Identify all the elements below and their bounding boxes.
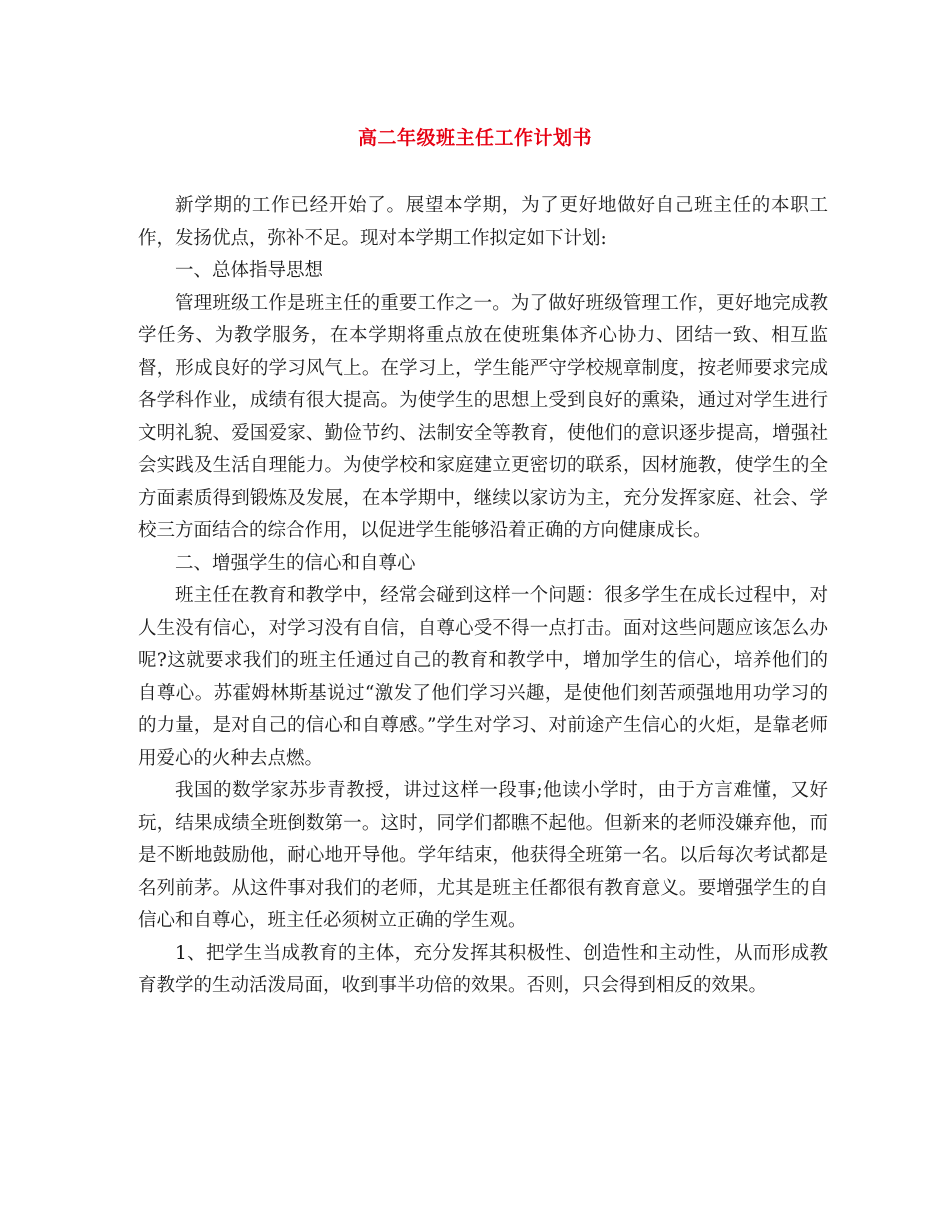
document-body [138,190,828,1003]
section-heading-1: 一、总体指导思想 [175,260,324,281]
paragraph-story: 我国的数学家苏步青教授，讲过这样一段事;他读小学时，由于方言难懂，又好玩，结果成绩全班倒数第一。这时，同学们都瞧不起他。但新来的老师没嫌弃他，而是不断地鼓励他，耐心地开导他。学年结束，他获得全班第一名。以后每次考试都是名列前茅。从这件事对我们的老师，尤其是班主任都很有教育意义。要增强学生的自信心和自尊心，班主任必须树立正确的学生观。 [138,780,828,931]
paragraph-intro: 新学期的工作已经开始了。展望本学期，为了更好地做好自己班主任的本职工作，发扬优点，弥补不足。现对本学期工作拟定如下计划: [138,195,828,249]
paragraph-guidance: 管理班级工作是班主任的重要工作之一。为了做好班级管理工作，更好地完成教学任务、为教学服务，在本学期将重点放在使班集体齐心协力、团结一致、相互监督，形成良好的学习风气上。在学习上，学生能严守学校规章制度，按老师要求完成各学科作业，成绩有很大提高。为使学生的思想上受到良好的熏染，通过对学生进行文明礼貌、爱国爱家、勤俭节约、法制安全等教育，使他们的意识逐步提高，增强社会实践及生活自理能力。为使学校和家庭建立更密切的联系，因材施教，使学生的全方面素质得到锻炼及发展，在本学期中，继续以家访为主，充分发挥家庭、社会、学校三方面结合的综合作用，以促进学生能够沿着正确的方向健康成长。 [138,292,828,541]
document-title: 高二年级班主任工作计划书 [357,127,592,149]
paragraph-confidence: 班主任在教育和教学中，经常会碰到这样一个问题：很多学生在成长过程中，对人生没有信心，对学习没有自信，自尊心受不得一点打击。面对这些问题应该怎么办呢?这就要求我们的班主任通过自己的教育和教学中，增加学生的信心，培养他们的自尊心。苏霍姆林斯基说过“激发了他们学习兴趣，是使他们刻苦顽强地用功学习的的力量，是对自己的信心和自尊感。”学生对学习、对前途产生信心的火炬，是靠老师用爱心的火种去点燃。 [138,585,828,769]
paragraph-point-1: 1、把学生当成教育的主体，充分发挥其积极性、创造性和主动性，从而形成教育教学的生动活泼局面，收到事半功倍的效果。否则，只会得到相反的效果。 [138,942,828,996]
section-heading-2: 二、增强学生的信心和自尊心 [175,552,416,574]
